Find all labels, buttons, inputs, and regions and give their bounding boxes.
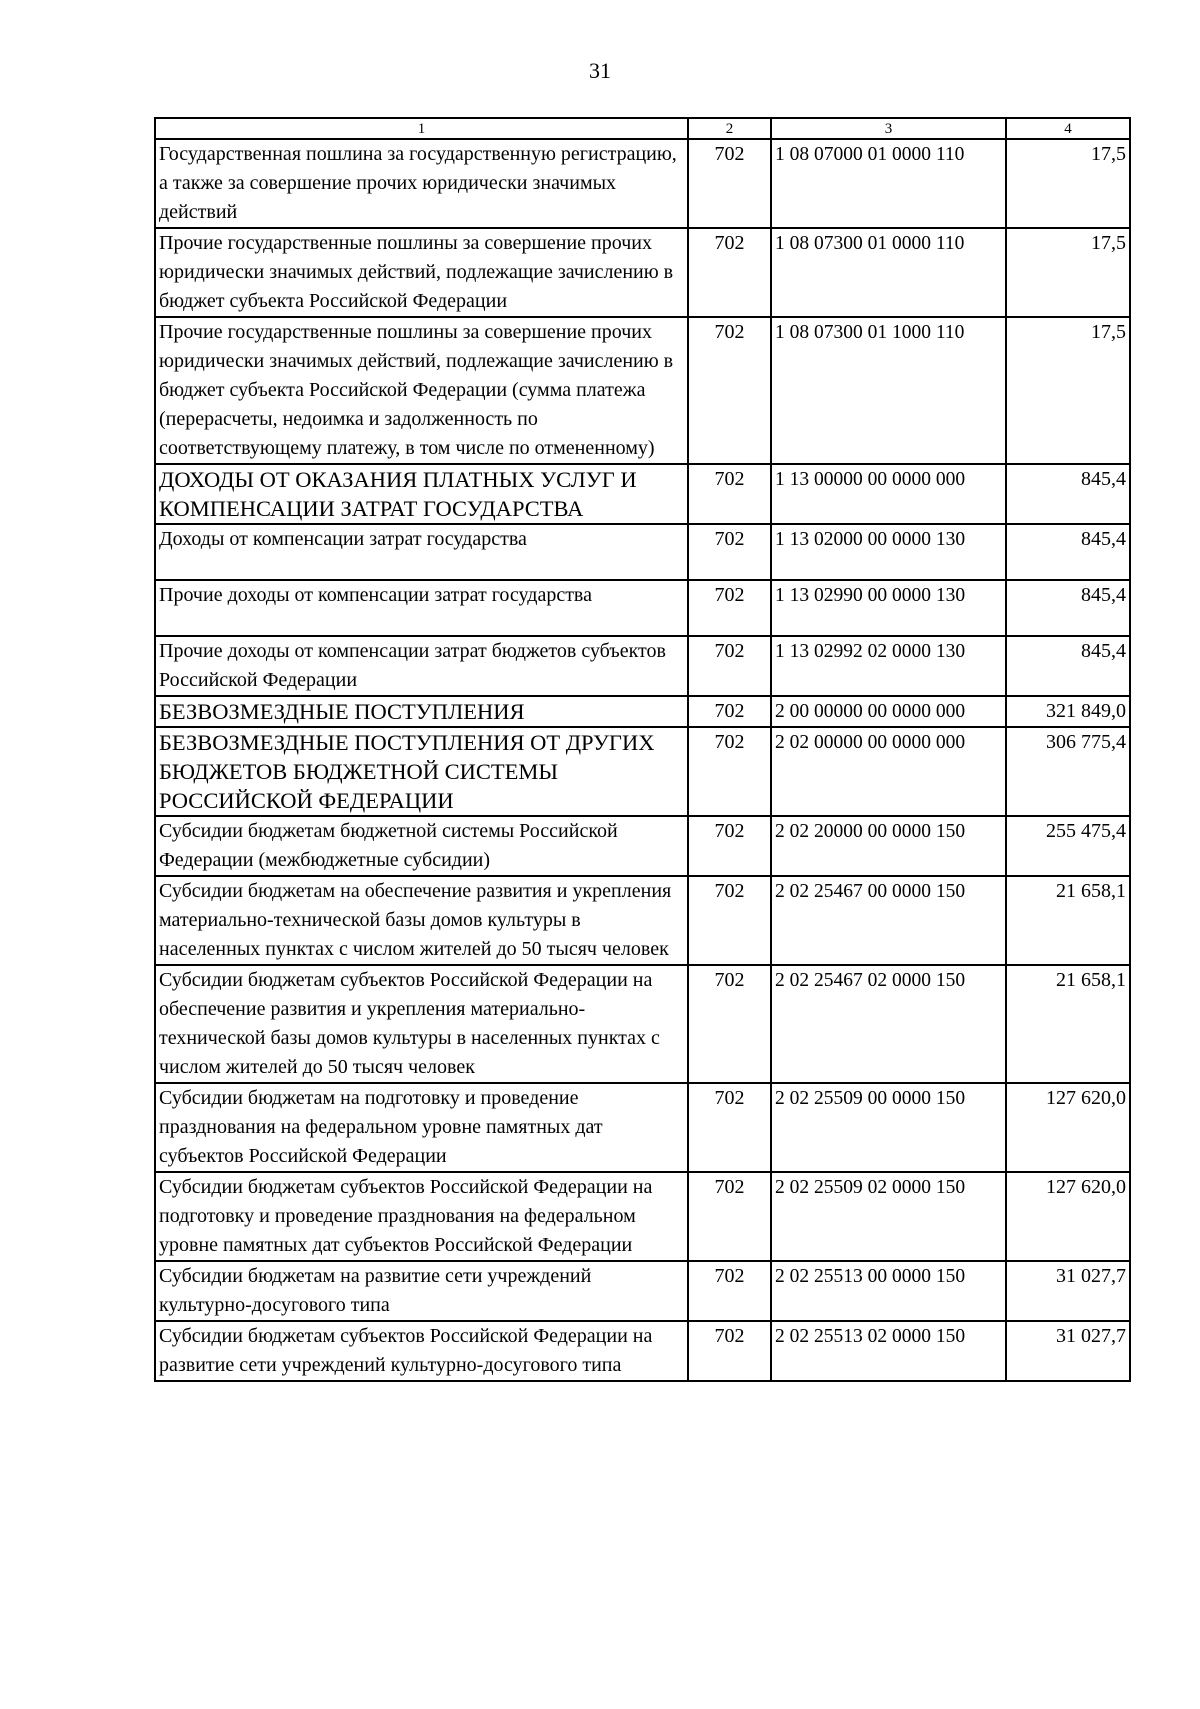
- row-name: БЕЗВОЗМЕЗДНЫЕ ПОСТУПЛЕНИЯ: [155, 696, 688, 727]
- row-admin-code: 702: [688, 636, 771, 696]
- row-admin-code: 702: [688, 228, 771, 317]
- row-budget-code: 1 08 07300 01 1000 110: [771, 317, 1006, 464]
- row-budget-code: 1 08 07000 01 0000 110: [771, 139, 1006, 228]
- table-row: [155, 696, 1130, 727]
- row-budget-code: 1 13 02992 02 0000 130: [771, 636, 1006, 696]
- row-amount: 17,5: [1006, 228, 1130, 317]
- row-name: Доходы от компенсации затрат государства: [155, 524, 688, 580]
- row-amount: 845,4: [1006, 636, 1130, 696]
- row-admin-code: 702: [688, 696, 771, 727]
- table-row: [155, 636, 1130, 696]
- row-budget-code: 1 13 02990 00 0000 130: [771, 580, 1006, 636]
- page-number: 31: [589, 58, 611, 83]
- row-budget-code: 2 02 25467 00 0000 150: [771, 876, 1006, 965]
- row-name: Прочие государственные пошлины за совершение прочих юридически значимых действий, подлежащие зачислению в бюджет субъекта Российской Федерации: [155, 228, 688, 317]
- table-row: [155, 965, 1130, 1083]
- row-admin-code: 702: [688, 317, 771, 464]
- row-amount: 31 027,7: [1006, 1321, 1130, 1381]
- row-amount: 306 775,4: [1006, 727, 1130, 816]
- row-amount: 17,5: [1006, 139, 1130, 228]
- table-row: [155, 816, 1130, 876]
- column-header-2: 2: [688, 118, 771, 139]
- table-row: [155, 580, 1130, 636]
- table-row: [155, 317, 1130, 464]
- row-amount: 845,4: [1006, 580, 1130, 636]
- row-admin-code: 702: [688, 965, 771, 1083]
- row-budget-code: 2 00 00000 00 0000 000: [771, 696, 1006, 727]
- row-admin-code: 702: [688, 1321, 771, 1381]
- table-row: [155, 228, 1130, 317]
- table-header-row: [155, 118, 1130, 139]
- row-budget-code: 1 08 07300 01 0000 110: [771, 228, 1006, 317]
- row-name: ДОХОДЫ ОТ ОКАЗАНИЯ ПЛАТНЫХ УСЛУГ И КОМПЕНСАЦИИ ЗАТРАТ ГОСУДАРСТВА: [155, 464, 688, 524]
- row-name: Прочие доходы от компенсации затрат государства: [155, 580, 688, 636]
- row-admin-code: 702: [688, 876, 771, 965]
- table-row: [155, 1261, 1130, 1321]
- row-admin-code: 702: [688, 524, 771, 580]
- row-name: Субсидии бюджетам субъектов Российской Федерации на обеспечение развития и укрепления материально-технической базы домов культуры в населенных пунктах с числом жителей до 50 тысяч человек: [155, 965, 688, 1083]
- row-name: Субсидии бюджетам бюджетной системы Российской Федерации (межбюджетные субсидии): [155, 816, 688, 876]
- table-row: [155, 1321, 1130, 1381]
- row-name: Субсидии бюджетам на развитие сети учреждений культурно-досугового типа: [155, 1261, 688, 1321]
- row-amount: 255 475,4: [1006, 816, 1130, 876]
- row-name: Прочие доходы от компенсации затрат бюджетов субъектов Российской Федерации: [155, 636, 688, 696]
- row-admin-code: 702: [688, 1261, 771, 1321]
- row-name: Субсидии бюджетам субъектов Российской Федерации на подготовку и проведение празднования на федеральном уровне памятных дат субъектов Российской Федерации: [155, 1172, 688, 1261]
- row-budget-code: 2 02 25513 00 0000 150: [771, 1261, 1006, 1321]
- table-row: [155, 1172, 1130, 1261]
- table-row: [155, 1083, 1130, 1172]
- row-amount: 845,4: [1006, 524, 1130, 580]
- row-budget-code: 2 02 25467 02 0000 150: [771, 965, 1006, 1083]
- row-admin-code: 702: [688, 464, 771, 524]
- row-amount: 21 658,1: [1006, 876, 1130, 965]
- column-header-1: 1: [155, 118, 688, 139]
- row-budget-code: 2 02 00000 00 0000 000: [771, 727, 1006, 816]
- row-admin-code: 702: [688, 1083, 771, 1172]
- row-amount: 31 027,7: [1006, 1261, 1130, 1321]
- table-row: [155, 139, 1130, 228]
- row-budget-code: 2 02 25509 00 0000 150: [771, 1083, 1006, 1172]
- row-admin-code: 702: [688, 816, 771, 876]
- row-name: Государственная пошлина за государственную регистрацию, а также за совершение прочих юридически значимых действий: [155, 139, 688, 228]
- row-budget-code: 1 13 00000 00 0000 000: [771, 464, 1006, 524]
- row-name: БЕЗВОЗМЕЗДНЫЕ ПОСТУПЛЕНИЯ ОТ ДРУГИХ БЮДЖЕТОВ БЮДЖЕТНОЙ СИСТЕМЫ РОССИЙСКОЙ ФЕДЕРАЦИИ: [155, 727, 688, 816]
- row-admin-code: 702: [688, 139, 771, 228]
- row-name: Субсидии бюджетам на подготовку и проведение празднования на федеральном уровне памятных дат субъектов Российской Федерации: [155, 1083, 688, 1172]
- table-row: [155, 524, 1130, 580]
- row-amount: 17,5: [1006, 317, 1130, 464]
- row-amount: 21 658,1: [1006, 965, 1130, 1083]
- row-budget-code: 2 02 20000 00 0000 150: [771, 816, 1006, 876]
- column-header-3: 3: [771, 118, 1006, 139]
- row-name: Прочие государственные пошлины за совершение прочих юридически значимых действий, подлежащие зачислению в бюджет субъекта Российской Федерации (сумма платежа (перерасчеты, недоимка и задолженность по соответствующему платежу, в том числе по отмененному): [155, 317, 688, 464]
- row-name: Субсидии бюджетам субъектов Российской Федерации на развитие сети учреждений культурно-досугового типа: [155, 1321, 688, 1381]
- row-amount: 845,4: [1006, 464, 1130, 524]
- row-amount: 321 849,0: [1006, 696, 1130, 727]
- row-admin-code: 702: [688, 727, 771, 816]
- table-row: [155, 464, 1130, 524]
- row-amount: 127 620,0: [1006, 1083, 1130, 1172]
- table-row: [155, 876, 1130, 965]
- row-amount: 127 620,0: [1006, 1172, 1130, 1261]
- row-budget-code: 1 13 02000 00 0000 130: [771, 524, 1006, 580]
- table-row: [155, 727, 1130, 816]
- revenue-table: [154, 117, 1131, 1382]
- column-header-4: 4: [1006, 118, 1130, 139]
- row-name: Субсидии бюджетам на обеспечение развития и укрепления материально-технической базы домов культуры в населенных пунктах с числом жителей до 50 тысяч человек: [155, 876, 688, 965]
- row-admin-code: 702: [688, 580, 771, 636]
- row-admin-code: 702: [688, 1172, 771, 1261]
- row-budget-code: 2 02 25509 02 0000 150: [771, 1172, 1006, 1261]
- row-budget-code: 2 02 25513 02 0000 150: [771, 1321, 1006, 1381]
